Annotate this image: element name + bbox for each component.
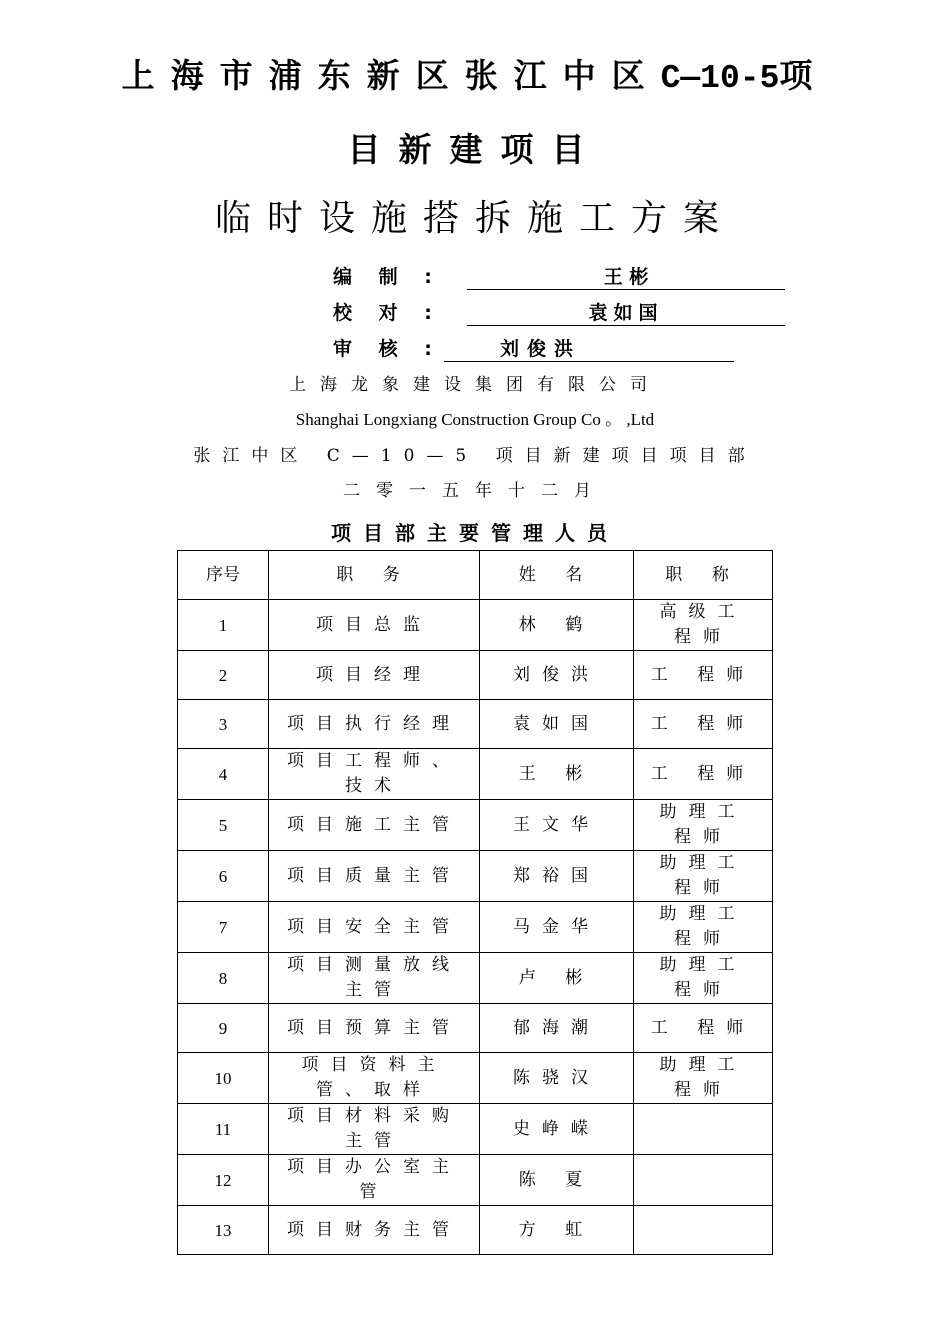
row-position: 项目施工主管: [269, 800, 480, 851]
row-title: 高级工程师: [634, 600, 773, 651]
row-index: 2: [178, 651, 269, 700]
title-project-code: C—10-5: [660, 60, 780, 97]
row-index: 9: [178, 1004, 269, 1053]
row-title: 工 程师: [634, 700, 773, 749]
row-name: 王文华: [480, 800, 634, 851]
table-row: [178, 1155, 773, 1206]
table-row: [178, 902, 773, 953]
row-index: 11: [178, 1104, 269, 1155]
row-title: 助理工程师: [634, 851, 773, 902]
signature-row-proofreader: [333, 298, 793, 324]
row-name: 方 虹: [480, 1206, 634, 1255]
header-index: 序号: [178, 551, 269, 600]
row-name: 林 鹤: [480, 600, 634, 651]
signature-row-reviewer: [333, 334, 743, 360]
row-title: [634, 1104, 773, 1155]
table-row: [178, 800, 773, 851]
table-row: [178, 953, 773, 1004]
row-position: 项目资料主管、取样: [269, 1053, 480, 1104]
row-index: 13: [178, 1206, 269, 1255]
row-index: 6: [178, 851, 269, 902]
row-title: [634, 1206, 773, 1255]
row-position: 项目安全主管: [269, 902, 480, 953]
row-position: 项目材料采购主管: [269, 1104, 480, 1155]
signature-name: 刘俊洪: [444, 334, 734, 362]
table-header-row: [178, 551, 773, 600]
row-name: 陈骁汉: [480, 1053, 634, 1104]
header-position: 职 务: [269, 551, 480, 600]
table-row: [178, 1004, 773, 1053]
signature-name: 王 彬: [467, 262, 785, 290]
row-title: 工 程师: [634, 651, 773, 700]
staff-table: [177, 550, 773, 1255]
row-title: 助理工程师: [634, 800, 773, 851]
table-row: [178, 651, 773, 700]
row-name: 王 彬: [480, 749, 634, 800]
project-department: 张江中区 C—10—5 项目新建项目项目部: [193, 446, 757, 466]
row-title: [634, 1155, 773, 1206]
row-position: 项目办公室主管: [269, 1155, 480, 1206]
row-title: 工 程师: [634, 749, 773, 800]
row-name: 卢 彬: [480, 953, 634, 1004]
staff-table-title: 项目部主要管理人员: [331, 521, 619, 545]
row-position: 项目经理: [269, 651, 480, 700]
signature-name: 袁如国: [467, 298, 785, 326]
company-name-english: Shanghai Longxiang Construction Group Co 。 ,Ltd: [295, 410, 655, 429]
row-title: 助理工程师: [634, 953, 773, 1004]
document-title-line-1: [0, 50, 950, 97]
company-name: 上海龙象建设集团有限公司: [289, 375, 661, 395]
document-date: 二零一五年十二月: [343, 481, 607, 501]
row-position: 项目工程师、技术: [269, 749, 480, 800]
row-name: 郁海潮: [480, 1004, 634, 1053]
row-name: 郑裕国: [480, 851, 634, 902]
table-row: [178, 1104, 773, 1155]
row-position: 项目质量主管: [269, 851, 480, 902]
header-title: 职 称: [634, 551, 773, 600]
row-name: 刘俊洪: [480, 651, 634, 700]
document-title-line-2: 目新建项目: [347, 130, 603, 169]
table-row: [178, 1053, 773, 1104]
row-position: 项目总监: [269, 600, 480, 651]
table-row: [178, 700, 773, 749]
row-name: 史峥嵘: [480, 1104, 634, 1155]
row-position: 项目预算主管: [269, 1004, 480, 1053]
table-row: [178, 600, 773, 651]
title-prefix: 上海市浦东新区张江中区: [121, 56, 661, 95]
title-suffix: 项: [779, 56, 829, 95]
table-row: [178, 749, 773, 800]
row-title: 工 程师: [634, 1004, 773, 1053]
row-name: 陈 夏: [480, 1155, 634, 1206]
row-title: 助理工程师: [634, 1053, 773, 1104]
row-index: 8: [178, 953, 269, 1004]
row-index: 7: [178, 902, 269, 953]
row-index: 12: [178, 1155, 269, 1206]
table-row: [178, 1206, 773, 1255]
row-name: 马金华: [480, 902, 634, 953]
signature-label: 编 制 :: [333, 266, 442, 288]
row-title: 助理工程师: [634, 902, 773, 953]
row-index: 5: [178, 800, 269, 851]
document-subtitle: 临时设施搭拆施工方案: [214, 198, 735, 239]
row-index: 4: [178, 749, 269, 800]
row-position: 项目财务主管: [269, 1206, 480, 1255]
signature-label: 审 核 :: [333, 338, 442, 360]
header-name: 姓 名: [480, 551, 634, 600]
row-index: 3: [178, 700, 269, 749]
signature-row-compiler: [333, 262, 793, 288]
table-row: [178, 851, 773, 902]
row-name: 袁如国: [480, 700, 634, 749]
signature-label: 校 对 :: [333, 302, 442, 324]
row-position: 项目执行经理: [269, 700, 480, 749]
row-position: 项目测量放线主管: [269, 953, 480, 1004]
row-index: 1: [178, 600, 269, 651]
row-index: 10: [178, 1053, 269, 1104]
